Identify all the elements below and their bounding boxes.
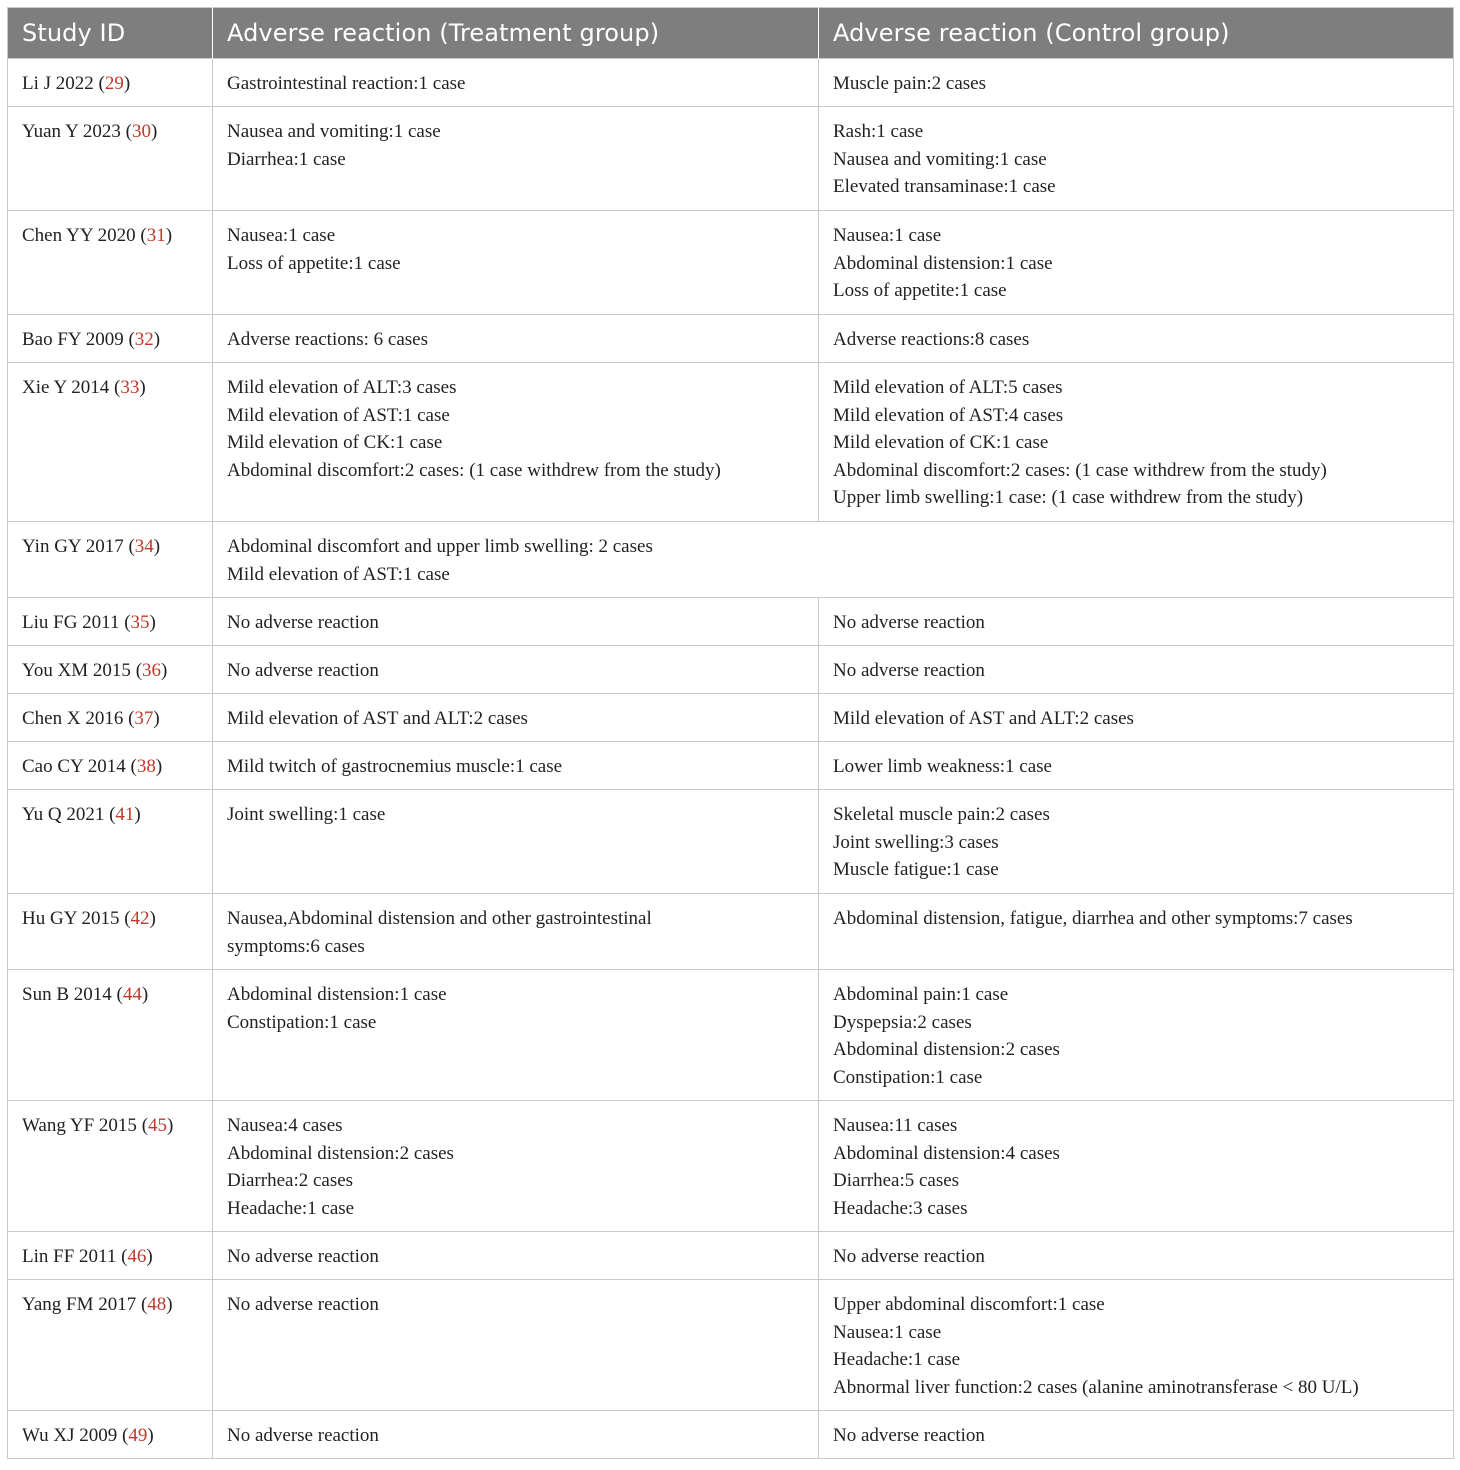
reference-link[interactable]: 41 <box>115 804 135 825</box>
cell-line: Mild elevation of AST:1 case <box>227 404 450 426</box>
control-reaction-cell <box>819 598 1454 646</box>
reference-link[interactable]: 45 <box>148 1115 168 1136</box>
reference-link[interactable]: 46 <box>127 1246 147 1267</box>
table-row <box>8 646 1454 694</box>
control-reaction-cell <box>819 742 1454 790</box>
cell-line: Rash:1 case <box>833 121 924 142</box>
study-author: Hu GY 2015 <box>22 908 120 929</box>
study-author: Chen YY 2020 <box>22 225 136 246</box>
study-id-cell: Lin FF 2011 (46) <box>8 1232 213 1280</box>
cell-line: Loss of appetite:1 case <box>833 280 1007 301</box>
table-body <box>8 59 1454 1459</box>
study-author: Wu XJ 2009 <box>22 1425 118 1446</box>
control-reaction-cell <box>819 1101 1454 1232</box>
cell-line: Abnormal liver function:2 cases (alanine aminotransferase < 80 U/L) <box>833 1376 1359 1398</box>
table-row <box>8 315 1454 363</box>
study-id-cell: Wu XJ 2009 (49) <box>8 1411 213 1459</box>
table-row <box>8 522 1454 598</box>
study-id-cell: Wang YF 2015 (45) <box>8 1101 213 1232</box>
cell-line: Upper limb swelling:1 case: (1 case withdrew from the study) <box>833 487 1304 508</box>
treatment-reaction-cell <box>213 1411 819 1459</box>
cell-line: Joint swelling:1 case <box>227 804 386 825</box>
cell-line: Headache:3 cases <box>833 1197 968 1219</box>
cell-line: Mild twitch of gastrocnemius muscle:1 case <box>227 756 563 777</box>
cell-line: Nausea:1 case <box>833 1321 942 1343</box>
treatment-reaction-cell <box>213 363 819 522</box>
cell-line: Constipation:1 case <box>833 1066 983 1088</box>
cell-line: Elevated transaminase:1 case <box>833 176 1056 197</box>
table-row <box>8 598 1454 646</box>
study-id-cell: Yu Q 2021 (41) <box>8 790 213 894</box>
study-id-cell: Bao FY 2009 (32) <box>8 315 213 363</box>
reference-link[interactable]: 38 <box>136 756 156 777</box>
control-reaction-cell <box>819 646 1454 694</box>
control-reaction-cell <box>819 970 1454 1101</box>
reference-link[interactable]: 36 <box>142 660 162 681</box>
cell-line: Nausea:1 case <box>833 225 942 246</box>
cell-line: Mild elevation of AST:4 cases <box>833 404 1064 426</box>
cell-line: Adverse reactions: 6 cases <box>227 329 429 350</box>
cell-line: Gastrointestinal reaction:1 case <box>227 73 466 94</box>
header-row <box>8 8 1454 59</box>
table-row <box>8 59 1454 107</box>
table-row <box>8 970 1454 1101</box>
treatment-reaction-cell <box>213 894 819 970</box>
adverse-reactions-table-wrapper <box>7 7 1453 1459</box>
control-reaction-cell <box>819 59 1454 107</box>
cell-line: Mild elevation of AST and ALT:2 cases <box>227 708 528 729</box>
cell-line: Mild elevation of AST and ALT:2 cases <box>833 708 1134 729</box>
study-id-cell: Chen X 2016 (37) <box>8 694 213 742</box>
control-reaction-cell <box>819 107 1454 211</box>
study-author: Xie Y 2014 <box>22 377 110 398</box>
cell-line: Nausea and vomiting:1 case <box>227 121 441 142</box>
study-id-cell: Chen YY 2020 (31) <box>8 211 213 315</box>
study-id-cell: Yin GY 2017 (34) <box>8 522 213 598</box>
cell-line: No adverse reaction <box>227 660 379 681</box>
table-row <box>8 1280 1454 1411</box>
table-row <box>8 363 1454 522</box>
table-row <box>8 1101 1454 1232</box>
study-author: Yuan Y 2023 <box>22 121 121 142</box>
cell-line: Constipation:1 case <box>227 1011 377 1033</box>
reference-link[interactable]: 48 <box>147 1294 167 1315</box>
study-author: Wang YF 2015 <box>22 1115 137 1136</box>
merged-reaction-cell <box>213 522 1454 598</box>
cell-line: Nausea,Abdominal distension and other gastrointestinal <box>227 908 652 929</box>
control-reaction-cell <box>819 694 1454 742</box>
study-author: You XM 2015 <box>22 660 131 681</box>
cell-line: Abdominal discomfort:2 cases: (1 case withdrew from the study) <box>227 459 721 481</box>
study-author: Lin FF 2011 <box>22 1246 117 1267</box>
treatment-reaction-cell <box>213 742 819 790</box>
reference-link[interactable]: 30 <box>131 121 151 142</box>
cell-line: Skeletal muscle pain:2 cases <box>833 804 1050 825</box>
study-id-cell: Hu GY 2015 (42) <box>8 894 213 970</box>
treatment-reaction-cell <box>213 598 819 646</box>
study-author: Cao CY 2014 <box>22 756 126 777</box>
cell-line: Joint swelling:3 cases <box>833 831 999 853</box>
control-reaction-cell <box>819 363 1454 522</box>
reference-link[interactable]: 32 <box>134 329 154 350</box>
treatment-reaction-cell <box>213 970 819 1101</box>
cell-line: Diarrhea:2 cases <box>227 1170 354 1191</box>
table-row <box>8 107 1454 211</box>
table-row <box>8 1232 1454 1280</box>
cell-line: Nausea:1 case <box>227 225 336 246</box>
study-author: Li J 2022 <box>22 73 94 94</box>
reference-link[interactable]: 29 <box>104 73 124 94</box>
cell-line: Mild elevation of ALT:3 cases <box>227 377 457 398</box>
reference-link[interactable]: 37 <box>134 708 154 729</box>
reference-link[interactable]: 31 <box>146 225 166 246</box>
cell-line: Nausea and vomiting:1 case <box>833 148 1047 170</box>
study-id-cell: Sun B 2014 (44) <box>8 970 213 1101</box>
cell-line: No adverse reaction <box>227 612 379 633</box>
header-control-group: Adverse reaction (Control group) <box>819 8 1454 59</box>
table-row <box>8 790 1454 894</box>
reference-link[interactable]: 35 <box>130 612 150 633</box>
table-row <box>8 742 1454 790</box>
cell-line: symptoms:6 cases <box>227 935 365 957</box>
control-reaction-cell <box>819 315 1454 363</box>
table-header <box>8 8 1454 59</box>
study-author: Bao FY 2009 <box>22 329 124 350</box>
study-author: Yu Q 2021 <box>22 804 105 825</box>
control-reaction-cell <box>819 1232 1454 1280</box>
cell-line: Lower limb weakness:1 case <box>833 756 1052 777</box>
study-id-cell: Liu FG 2011 (35) <box>8 598 213 646</box>
reference-link[interactable]: 42 <box>130 908 150 929</box>
study-author: Yang FM 2017 <box>22 1294 137 1315</box>
cell-line: Abdominal distension:2 cases <box>833 1039 1060 1060</box>
cell-line: No adverse reaction <box>227 1294 379 1315</box>
study-author: Yin GY 2017 <box>22 536 124 557</box>
treatment-reaction-cell <box>213 59 819 107</box>
cell-line: Abdominal distension:4 cases <box>833 1142 1060 1164</box>
cell-line: Adverse reactions:8 cases <box>833 329 1030 350</box>
table-row <box>8 1411 1454 1459</box>
control-reaction-cell <box>819 790 1454 894</box>
study-author: Sun B 2014 <box>22 984 112 1005</box>
cell-line: No adverse reaction <box>833 1246 985 1267</box>
table-row <box>8 211 1454 315</box>
treatment-reaction-cell <box>213 315 819 363</box>
cell-line: Abdominal discomfort:2 cases: (1 case withdrew from the study) <box>833 459 1327 481</box>
study-author: Chen X 2016 <box>22 708 124 729</box>
cell-line: No adverse reaction <box>227 1425 379 1446</box>
treatment-reaction-cell <box>213 1232 819 1280</box>
cell-line: Muscle pain:2 cases <box>833 73 987 94</box>
cell-line: Mild elevation of CK:1 case <box>227 432 443 453</box>
study-id-cell: Li J 2022 (29) <box>8 59 213 107</box>
study-id-cell: You XM 2015 (36) <box>8 646 213 694</box>
study-id-cell: Yuan Y 2023 (30) <box>8 107 213 211</box>
reference-link[interactable]: 44 <box>122 984 142 1005</box>
study-id-cell: Yang FM 2017 (48) <box>8 1280 213 1411</box>
treatment-reaction-cell <box>213 107 819 211</box>
header-study-id: Study ID <box>8 8 213 59</box>
study-id-cell: Xie Y 2014 (33) <box>8 363 213 522</box>
control-reaction-cell <box>819 1411 1454 1459</box>
cell-line: Muscle fatigue:1 case <box>833 859 999 880</box>
reference-link[interactable]: 34 <box>134 536 154 557</box>
table-row <box>8 894 1454 970</box>
cell-line: No adverse reaction <box>227 1246 379 1267</box>
cell-line: Abdominal distension:1 case <box>833 252 1053 274</box>
control-reaction-cell <box>819 211 1454 315</box>
cell-line: Abdominal discomfort and upper limb swelling: 2 cases <box>227 536 653 557</box>
control-reaction-cell <box>819 894 1454 970</box>
adverse-reactions-table <box>7 7 1454 1459</box>
cell-line: Mild elevation of CK:1 case <box>833 432 1049 453</box>
treatment-reaction-cell <box>213 646 819 694</box>
treatment-reaction-cell <box>213 694 819 742</box>
cell-line: No adverse reaction <box>833 612 985 633</box>
treatment-reaction-cell <box>213 1280 819 1411</box>
cell-line: Abdominal distension, fatigue, diarrhea and other symptoms:7 cases <box>833 908 1353 929</box>
cell-line: Mild elevation of ALT:5 cases <box>833 377 1063 398</box>
treatment-reaction-cell <box>213 790 819 894</box>
cell-line: Abdominal pain:1 case <box>833 984 1009 1005</box>
table-row <box>8 694 1454 742</box>
header-treatment-group: Adverse reaction (Treatment group) <box>213 8 819 59</box>
cell-line: Diarrhea:5 cases <box>833 1170 960 1191</box>
reference-link[interactable]: 49 <box>128 1425 148 1446</box>
cell-line: Nausea:11 cases <box>833 1115 958 1136</box>
study-author: Liu FG 2011 <box>22 612 120 633</box>
cell-line: Upper abdominal discomfort:1 case <box>833 1294 1105 1315</box>
cell-line: Abdominal distension:1 case <box>227 984 447 1005</box>
cell-line: Dyspepsia:2 cases <box>833 1011 972 1033</box>
control-reaction-cell <box>819 1280 1454 1411</box>
reference-link[interactable]: 33 <box>120 377 140 398</box>
cell-line: Loss of appetite:1 case <box>227 252 401 274</box>
treatment-reaction-cell <box>213 211 819 315</box>
cell-line: Abdominal distension:2 cases <box>227 1142 454 1164</box>
cell-line: Nausea:4 cases <box>227 1115 343 1136</box>
cell-line: No adverse reaction <box>833 660 985 681</box>
cell-line: Headache:1 case <box>227 1197 355 1219</box>
treatment-reaction-cell <box>213 1101 819 1232</box>
cell-line: Headache:1 case <box>833 1349 961 1370</box>
cell-line: No adverse reaction <box>833 1425 985 1446</box>
cell-line: Mild elevation of AST:1 case <box>227 563 450 585</box>
study-id-cell: Cao CY 2014 (38) <box>8 742 213 790</box>
cell-line: Diarrhea:1 case <box>227 148 346 170</box>
